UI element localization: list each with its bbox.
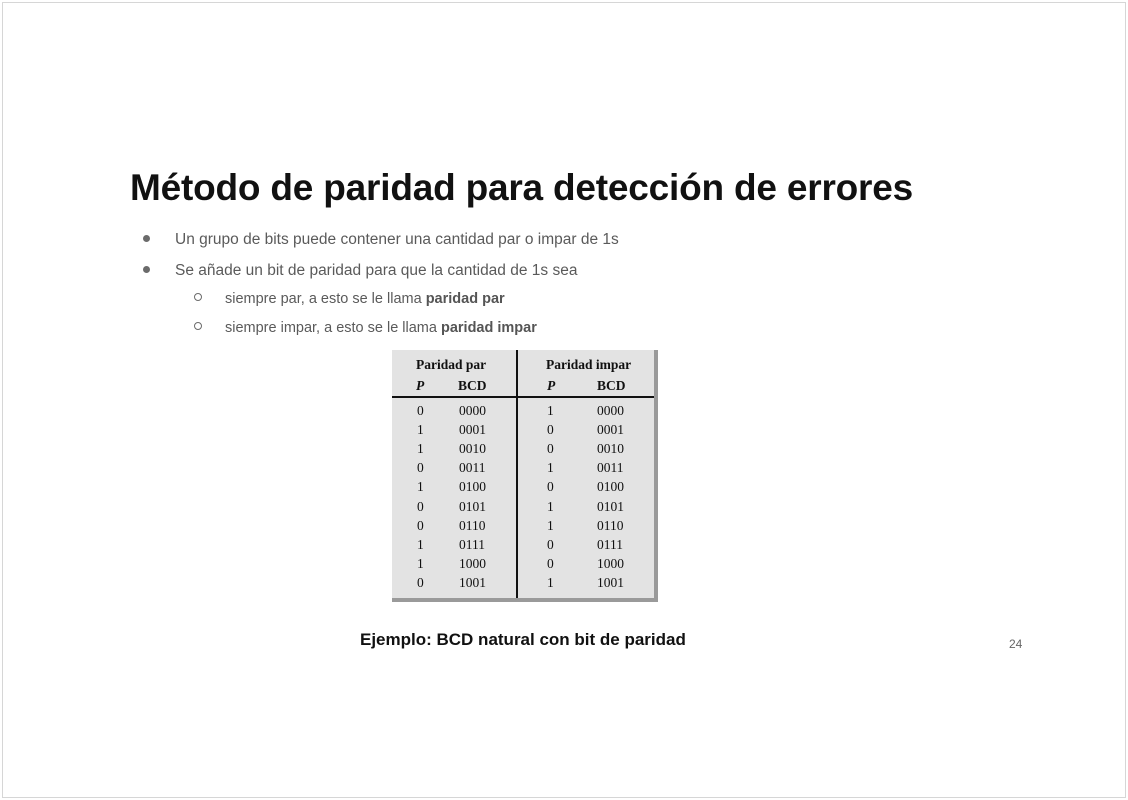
- cell-odd-p: 0: [547, 555, 554, 571]
- sub-bullet-text: siempre par, a esto se le llama: [225, 291, 426, 307]
- cell-odd-p: 1: [547, 498, 554, 514]
- cell-even-p: 0: [417, 574, 424, 590]
- header-even-parity: Paridad par: [416, 357, 487, 372]
- cell-odd-bcd: 0111: [597, 536, 623, 552]
- cell-odd-bcd: 0110: [597, 517, 624, 533]
- col-header-even-bcd: BCD: [458, 378, 487, 393]
- cell-even-p: 0: [417, 403, 424, 418]
- cell-even-bcd: 0000: [459, 403, 486, 418]
- bullet-dot-icon: [143, 235, 150, 242]
- cell-odd-bcd: 0001: [597, 422, 624, 438]
- slide-title: Método de paridad para detección de errores: [130, 167, 913, 208]
- cell-even-p: 1: [417, 536, 424, 552]
- cell-even-bcd: 0100: [459, 479, 486, 495]
- sub-bullet-text: siempre impar, a esto se le llama: [225, 320, 441, 336]
- cell-odd-p: 1: [547, 517, 554, 533]
- bullet-item: [143, 231, 619, 249]
- bullet-ring-icon: [194, 322, 202, 330]
- cell-odd-bcd: 0010: [597, 441, 624, 457]
- table-caption: Ejemplo: BCD natural con bit de paridad: [360, 630, 686, 649]
- cell-even-p: 0: [417, 460, 424, 476]
- cell-even-bcd: 0101: [459, 498, 486, 514]
- cell-odd-p: 0: [547, 479, 554, 495]
- cell-odd-p: 0: [547, 441, 554, 457]
- page-number: 24: [1009, 637, 1023, 651]
- cell-odd-bcd: 1001: [597, 574, 624, 590]
- cell-odd-bcd: 1000: [597, 555, 624, 571]
- bullet-ring-icon: [194, 293, 202, 301]
- cell-even-bcd: 0110: [459, 517, 486, 533]
- bullet-item: [143, 262, 577, 280]
- bullet-text: Un grupo de bits puede contener una cantidad par o impar de 1s: [175, 231, 619, 248]
- cell-odd-bcd: 0100: [597, 479, 624, 495]
- sub-bullet-bold: paridad impar: [440, 320, 537, 336]
- table-header-divider: [392, 396, 654, 398]
- col-header-odd-bcd: BCD: [597, 378, 626, 393]
- table-vertical-divider: [516, 350, 518, 598]
- bullet-text: Se añade un bit de paridad para que la cantidad de 1s sea: [175, 262, 578, 279]
- cell-even-bcd: 0111: [459, 536, 485, 552]
- cell-even-p: 0: [417, 498, 424, 514]
- parity-table: [392, 350, 658, 602]
- cell-even-p: 1: [417, 479, 424, 495]
- cell-odd-p: 0: [547, 422, 554, 438]
- cell-odd-p: 1: [547, 403, 554, 418]
- cell-odd-bcd: 0000: [597, 403, 624, 418]
- cell-even-bcd: 1000: [459, 555, 486, 571]
- cell-odd-p: 1: [547, 574, 554, 590]
- col-header-even-p: P: [416, 378, 425, 393]
- cell-even-bcd: 1001: [459, 574, 486, 590]
- cell-even-p: 1: [417, 422, 424, 438]
- cell-even-bcd: 0001: [459, 422, 486, 438]
- sub-bullet-item: [194, 320, 537, 336]
- sub-bullet-bold: paridad par: [425, 291, 505, 307]
- header-odd-parity: Paridad impar: [546, 357, 632, 372]
- cell-odd-p: 1: [547, 460, 554, 476]
- slide: [2, 2, 1126, 798]
- cell-even-p: 1: [417, 441, 424, 457]
- cell-odd-bcd: 0011: [597, 460, 624, 476]
- cell-even-bcd: 0011: [459, 460, 486, 476]
- cell-even-p: 1: [417, 555, 424, 571]
- cell-even-bcd: 0010: [459, 441, 486, 457]
- bullet-dot-icon: [143, 266, 150, 273]
- cell-odd-p: 0: [547, 536, 554, 552]
- sub-bullet-item: [194, 291, 505, 307]
- cell-even-p: 0: [417, 517, 424, 533]
- cell-odd-bcd: 0101: [597, 498, 624, 514]
- col-header-odd-p: P: [547, 378, 556, 393]
